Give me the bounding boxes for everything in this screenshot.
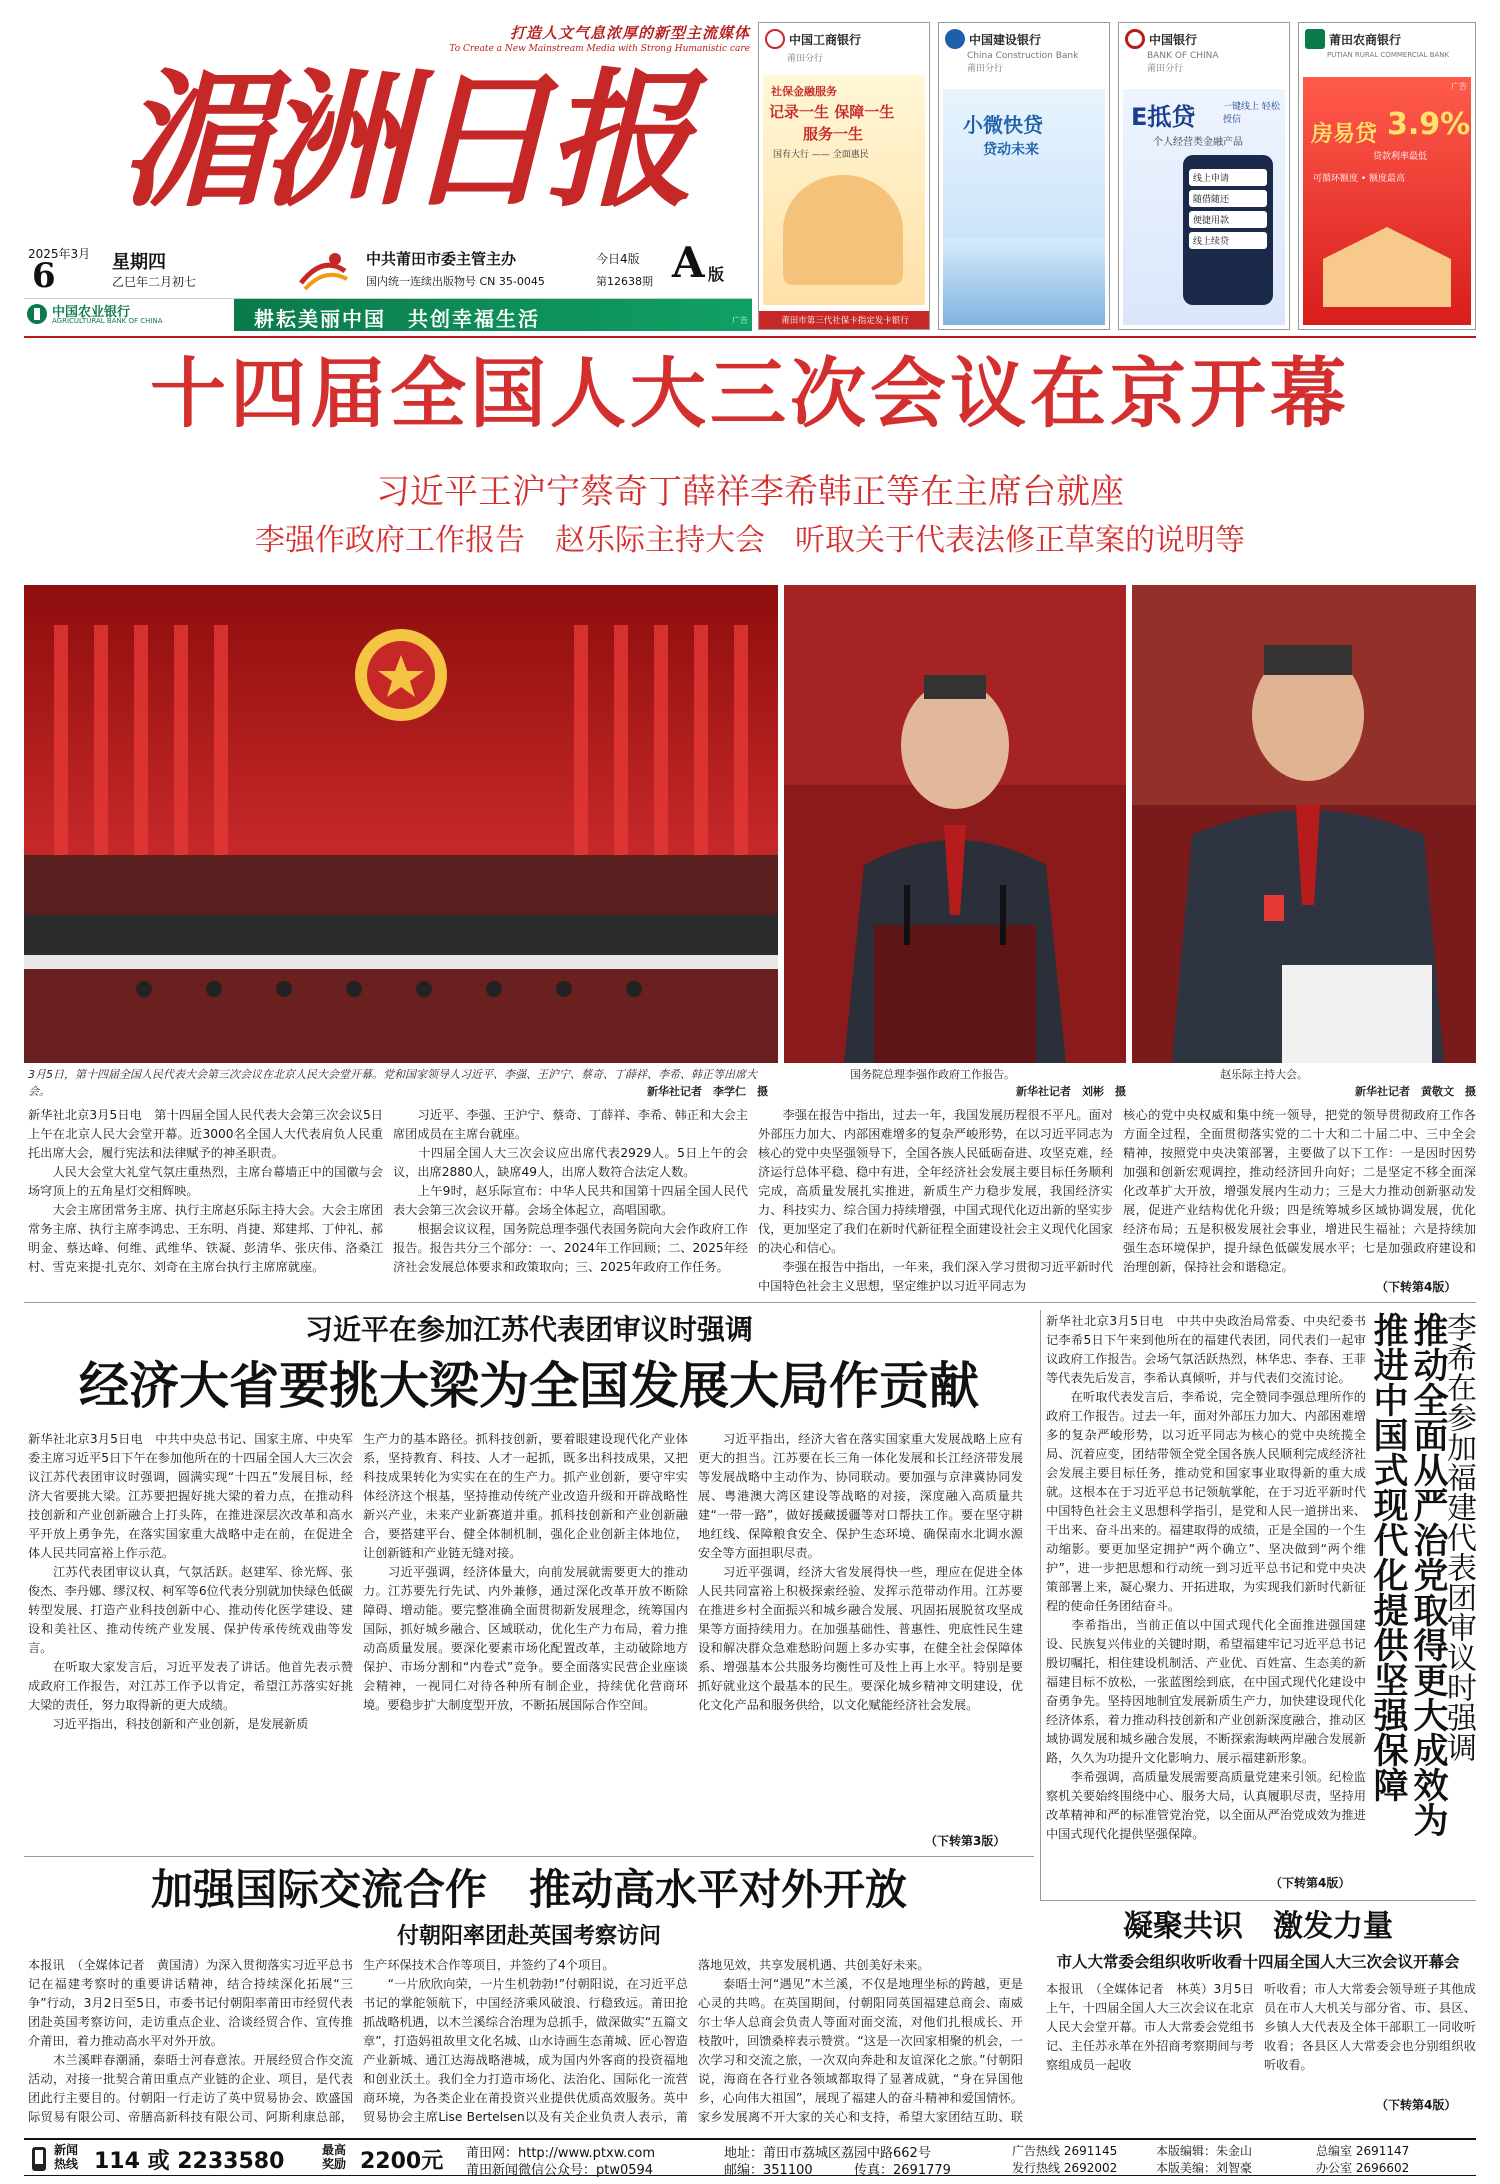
ccb-visual [943, 89, 1105, 325]
ccb-branch: 莆田分行 [967, 64, 1004, 74]
masthead [0, 0, 1500, 330]
npc-col-2: 听收看；市人大常委会领导班子其他成员在市人大机关与部分省、市、县区、乡镇人大代表及全体干部职工一同收听收看；各县区人大常委会也分别组织收听收看。 [1264, 1982, 1476, 2072]
sponsor: 中共莆田市委主管主办 [366, 250, 517, 268]
photo3-caption-text: 赵乐际主持大会。 [1220, 1068, 1308, 1081]
npc-continued: （下转第4版） [1376, 2098, 1457, 2112]
fcy-subhead: 付朝阳率团赴英国考察访问 [396, 1923, 661, 1949]
photo1-credit: 新华社记者 李学仁 摄 [647, 1085, 768, 1098]
icbc-line1: 社保金融服务 [771, 85, 837, 98]
boc-name-en: BANK OF CHINA [1147, 51, 1219, 61]
photo2-caption [850, 1066, 1126, 1100]
edition-suffix: 版 [708, 265, 725, 284]
fcy-col-3: 落地见效，共享发展机遇、共创美好未来。 泰晤士河“遇见”木兰溪，不仅是地理坐标的跨越，更是心灵的共鸣。在英国期间，付朝阳同英国福建总商会、南威尔士华人总商会负责人等面对面交流，对他们扎根成长、开枝散叶，回馈桑梓表示赞赏。“这是一次回家相聚的机会，一次学习和交流之旅，一次双向奔赴和友谊深化之旅。”付朝阳说，海商在各行业各领域都取得了显著成就，“身在异国他乡，心向伟大祖国”，展现了福建人的奋斗精神和爱国情怀。家乡发展离不开大家的关心和支持，希望大家团结互助、联 [698, 1958, 1023, 2124]
icbc-line4: 国有大行 —— 全面惠民 [773, 150, 869, 160]
website[interactable]: 莆田网：http://www.ptxw.com [466, 2146, 656, 2161]
boc-item: 便捷用款 [1189, 211, 1267, 228]
fcy-col-1: 本报讯 （全媒体记者 黄国清）为深入贯彻落实习近平总书记在福建考察时的重要讲话精神，结合持续深化拓展“三争”行动，3月2日至5日，市委书记付朝阳率莆田市经贸代表团赴英国考察访问，走访重点企业、洽谈经贸合作、宣传推介莆田，着力推动高水平对外开放。 木兰溪畔春潮涌，泰晤士河春意浓。开展经贸合作交流活动，对接一批契合莆田重点产业链的企业、项目，是代表团此行主要目的。付朝阳一行走访了英中贸易协会、欧盛国际贸易有限公司、帝膳高新科技有限公司、阿斯利康总部， [28, 1958, 353, 2124]
cn-code: 国内统一连续出版物号 CN 35-0045 [366, 275, 545, 288]
boc-line1: E抵贷 [1131, 103, 1196, 131]
ccb-logo-icon [945, 29, 965, 49]
icbc-name: 中国工商银行 [789, 32, 862, 47]
ptrcb-rate: 3.9% [1387, 107, 1471, 142]
photo-great-hall [24, 585, 778, 1063]
photo2-caption-text: 国务院总理李强作政府工作报告。 [850, 1068, 1015, 1081]
zipcode: 邮编：351100 [724, 2163, 813, 2178]
footer [24, 2138, 1476, 2176]
lixi-kicker: 李希在参加福建代表团审议时强调 [1441, 1312, 1476, 1762]
edition-letter: A [672, 238, 705, 287]
jiangsu-continued: （下转第3版） [925, 1834, 1006, 1848]
lead-col-2: 习近平、李强、王沪宁、蔡奇、丁薛祥、李希、韩正和大会主席团成员在主席台就座。 十四届全国人大三次会议应出席代表2929人。5日上午的会议，出席2880人，缺席49人，出席人数符合法定人数。 上午9时，赵乐际宣布：中华人民共和国第十四届全国人民代表大会第三次会议开幕。会场全体起立，高唱国歌。 根据会议议程，国务院总理李强代表国务院向大会作政府工作报告。报告共分三个部分：一、2024年工作回顾；二、2025年经济社会发展总体要求和政策取向；三、2025年政府工作任务。 [393, 1108, 748, 1274]
photo2-credit: 新华社记者 刘彬 摄 [1016, 1085, 1126, 1098]
lead-col-1: 新华社北京3月5日电 第十四届全国人民代表大会第三次会议5日上午在北京人民大会堂开幕。近3000名全国人大代表肩负人民重托出席大会，履行宪法和法律赋予的神圣职责。 人民大会堂大礼堂气氛庄重热烈，主席台幕墙正中的国徽与会场穹顶上的五角星灯交相辉映。 大会主席团常务主席、执行主席赵乐际主持大会。大会主席团常务主席、执行主席李鸿忠、王东明、肖捷、郑建邦、丁仲礼、郝明金、蔡达峰、何维、武维华、铁凝、彭清华、张庆伟、洛桑江村、雪克来提·扎克尔、刘奇在主席台执行主席席就座。 [28, 1108, 383, 1274]
prize-label: 最高奖励 [322, 2143, 347, 2171]
address: 地址：莆田市荔城区荔园中路662号 [724, 2146, 931, 2161]
lixi-divider [1040, 1310, 1041, 1900]
npc-col-1: 本报讯 （全媒体记者 林英）3月5日上午，十四届全国人大三次会议在北京人民大会堂开幕。市人大常委会党组书记、主任苏永革在外招商考察期间与考察组成员一起收 [1046, 1982, 1254, 2072]
issue-no: 第12638期 [596, 275, 653, 288]
phone-icon [28, 2146, 50, 2172]
wechat: 莆田新闻微信公众号：ptw0594 [466, 2163, 654, 2178]
jiangsu-headline: 经济大省要挑大梁为全国发展大局作贡献 [79, 1357, 979, 1415]
boc-item: 随借随还 [1189, 190, 1267, 207]
ptrcb-line1: 房易贷 [1311, 122, 1378, 147]
lead-col-4: 核心的党中央权威和集中统一领导，把党的领导贯彻政府工作各方面全过程，全面贯彻落实党的二十大和二十届二中、三中全会精神，按照党中央决策部署，主要做了以下工作：一是因时因势加强和创新宏观调控，推动经济回升向好；二是坚定不移全面深化改革扩大开放，增强发展内生动力；三是大力推动创新驱动发展，促进产业结构优化升级；四是统筹城乡区域协调发展，优化经济布局；五是积极发展社会事业，增进民生福祉；六是持续加强生态环境保护，提升绿色低碳发展水平；七是加强政府建设和治理创新，保持社会和谐稳定。 [1123, 1108, 1476, 1274]
ptrcb-name-en: PUTIAN RURAL COMMERCIAL BANK [1327, 51, 1450, 59]
abc-slogan [234, 299, 752, 331]
jiangsu-col-1: 新华社北京3月5日电 中共中央总书记、国家主席、中央军委主席习近平5日下午在参加他所在的十四届全国人大三次会议江苏代表团审议时强调，圆满实现“十四五”发展目标，经济大省要挑大梁。江苏要把握好挑大梁的着力点，在推动科技创新和产业创新融合上打头阵，在推进深层次改革和高水平开放上勇争先，在落实国家重大战略中走在前，在促进全体人民共同富裕上作示范。 江苏代表团审议认真，气氛活跃。赵建军、徐光辉、张俊杰、李丹娜、缪汉权、柯军等6位代表分别就加快绿色低碳转型发展、打造产业科技创新中心、推动传化医学建设、建设和美社区、推动传统产业发展、保护传承传统戏曲等发言。 在听取大家发言后，习近平发表了讲话。他首先表示赞成政府工作报告，对江苏工作予以肯定，希望江苏落实好挑大梁的责任，努力取得新的更大成绩。 习近平指出，科技创新和产业创新，是发展新质 [28, 1432, 353, 1731]
abc-name-en: AGRICULTURAL BANK OF CHINA [52, 317, 163, 325]
icbc-line2: 记录一生 保障一生 [769, 103, 895, 121]
hotline-number[interactable]: 114 或 2233580 [94, 2149, 285, 2174]
ptrcb-line3: 贷款利率最低 [1373, 152, 1428, 162]
abc-name: 中国农业银行 [52, 305, 131, 320]
ccb-line1: 小微快贷 [963, 113, 1043, 137]
chief-office: 总编室 2691147 [1316, 2144, 1410, 2158]
photo1-caption-box [24, 1021, 778, 1063]
icbc-visual [763, 75, 925, 305]
great-hall-image [24, 585, 778, 1063]
boc-line2: 一键线上 轻松授信 [1223, 102, 1280, 125]
fax: 传真：2691779 [854, 2163, 951, 2178]
ad-ccb[interactable] [938, 22, 1110, 330]
lead-continued: （下转第4版） [1376, 1280, 1457, 1294]
boc-logo-icon [1125, 29, 1145, 49]
ad-icbc[interactable] [758, 22, 930, 330]
icbc-illustration [783, 175, 903, 285]
fcy-col-2: 生产环保技术合作等项目，并签约了4个项目。 “一片欣欣向荣，一片生机勃勃!”付朝阳说，在习近平总书记的掌舵领航下，中国经济乘风破浪、行稳致远。莆田抢抓战略机遇，以木兰溪综合治理为总抓手，做深做实“五篇文章”，打造妈祖故里文化名城、山水诗画生态莆城、匠心智造产业新城、通江达海战略港城，成为国内外客商的投资福地和创业沃土。我们全力打造市场化、法治化、国际化一流营商环境，为各类企业在莆投资兴业提供优质高效服务。英中贸易协会主席Lise Bertelsen以及有关企业负责人表示，莆 [363, 1958, 688, 2124]
ad-ptrcb[interactable] [1298, 22, 1476, 330]
boc-phone [1183, 155, 1273, 305]
lunar-date: 乙巳年二月初七 [112, 275, 197, 289]
abc-slogan-text: 耕耘美丽中国 共创幸福生活 [254, 307, 540, 331]
icbc-logo-icon [765, 29, 785, 49]
page-editor: 本版编辑：朱金山 [1156, 2144, 1253, 2158]
photo1-caption [28, 1066, 768, 1100]
lead-subhead-2: 李强作政府工作报告 赵乐际主持大会 听取关于代表法修正草案的说明等 [255, 523, 1245, 558]
ad-hotline: 广告热线 2691145 [1012, 2144, 1118, 2158]
jiangsu-kicker: 习近平在参加江苏代表团审议时强调 [304, 1313, 753, 1346]
emblem-icon [295, 245, 351, 295]
prize-amount: 2200元 [360, 2149, 444, 2174]
boc-visual [1123, 89, 1285, 325]
jiangsu-col-3: 习近平指出，经济大省在落实国家重大发展战略上应有更大的担当。江苏要在长三角一体化发展和长江经济带发展等发展战略中主动作为、协同联动。要加强与京津冀协同发展、粤港澳大湾区建设等战略的对接，深度融入高质量共建“一带一路”，做好援藏援疆等对口帮扶工作。要在坚守耕地红线、保障粮食安全、保护生态环境、确保南水北调水源安全等方面担职尽责。 习近平强调，经济大省发展得快一些，理应在促进全体人民共同富裕上积极探索经验、发挥示范带动作用。江苏要在推进乡村全面振兴和城乡融合发展、巩固拓展脱贫攻坚成果等方面持续用力。在加强基础性、普惠性、兜底性民生建设和解决群众急难愁盼问题上多办实事，在健全社会保障体系、增强基本公共服务均衡性可及性上再上水平。特别是要抓好就业这个最基本的民生。要深化城乡精神文明建设，优化文化产品和服务供给，以文化赋能经济社会发展。 [698, 1432, 1023, 1712]
ccb-city [943, 239, 1105, 325]
paper-title: 湄洲日报 [120, 53, 688, 227]
ad-boc[interactable] [1118, 22, 1290, 330]
ptrcb-line4: 可循环额度 • 额度最高 [1313, 174, 1406, 184]
page-artist: 本版美编：刘智豪 [1156, 2161, 1253, 2175]
lixi-body: 新华社北京3月5日电 中共中央政治局常委、中央纪委书记李希5日下午来到他所在的福建代表团，同代表们一起审议政府工作报告。会场气氛活跃热烈，林华忠、李春、王菲等代表先后发言，李希认真倾听，并与代表们交流讨论。 在听取代表发言后，李希说，完全赞同李强总理所作的政府工作报告。过去一年，面对外部压力加大、内部困难增多的复杂严峻形势，以习近平同志为核心的党中央统揽全局、沉着应变，团结带领全党全国各族人民顺利完成经济社会发展主要目标任务，推动党和国家事业取得新的重大成就。这根本在于习近平总书记领航掌舵，在于习近平新时代中国特色社会主义思想科学指引，是党和人民一道拼出来、干出来、奋斗出来的。福建取得的成绩，正是全国的一个生动缩影。要更加坚定拥护“两个确立”、坚决做到“两个维护”，进一步把思想和行动统一到习近平总书记和党中央决策部署上来，凝心聚力、开拓进取，为实现我们新时代新征程的使命任务团结奋斗。 李希指出，当前正值以中国式现代化全面推进强国建设、民族复兴伟业的关键时期，希望福建牢记习近平总书记殷切嘱托，相住建设机制活、产业优、百姓富、生态美的新福建目标不放松，一张蓝图绘到底，在中国式现代化建设中奋勇争先。坚持因地制宜发展新质生产力，加快建设现代化经济体系，着力推动科技创新和产业创新深度融合，推动区域协调发展和城乡融合发展，不断探索海峡两岸融合发展新路，久久为功提升文化影响力、展示福建新形象。 李希强调，高质量发展需要高质量党建来引领。纪检监察机关要始终围绕中心、服务大局，认真履职尽责，坚持用改革精神和严的标准管党治党，以全面从严治党成效为推进中国式现代化提供坚强保障。 [1046, 1314, 1366, 1841]
abc-logo-icon [26, 303, 48, 325]
dist-hotline: 发行热线 2692002 [1012, 2161, 1118, 2175]
photo3-caption [1220, 1066, 1476, 1100]
page-count: 今日4版 [596, 252, 640, 266]
ad-tag: 广告 [732, 316, 748, 325]
boc-item: 线上申请 [1189, 169, 1267, 186]
lixi-continued: （下转第4版） [1270, 1876, 1351, 1890]
ptrcb-logo-icon [1305, 29, 1325, 49]
photo-li-qiang [784, 585, 1126, 1063]
abc-banner [24, 298, 752, 330]
photo-zhao-leji [1132, 585, 1476, 1063]
npc-subhead: 市人大常委会组织收听收看十四届全国人大三次会议开幕会 [1056, 1953, 1460, 1971]
date-day: 6 [32, 256, 56, 296]
ccb-name: 中国建设银行 [969, 32, 1042, 47]
masthead-slogan-en: To Create a New Mainstream Media with Strong Humanistic care [449, 44, 750, 54]
ptrcb-name: 莆田农商银行 [1329, 32, 1402, 47]
boc-name: 中国银行 [1149, 32, 1198, 47]
masthead-slogan: 打造人文气息浓厚的新型主流媒体 [509, 24, 750, 42]
admin-office: 办公室 2696602 [1316, 2161, 1410, 2175]
weekday: 星期四 [112, 252, 166, 273]
ptrcb-house [1323, 227, 1451, 307]
jiangsu-col-2: 生产力的基本路径。抓科技创新，要着眼建设现代化产业体系，坚持教育、科技、人才一起抓，既多出科技成果，又把科技成果转化为实实在在的生产力。抓产业创新，要守牢实体经济这个根基，坚持推动传统产业改造升级和开辟战略性新兴产业，未来产业新赛道并重。抓科技创新和产业创新融合，要搭建平台、健全体制机制，强化企业创新主体地位，让创新链和产业链无缝对接。 习近平强调，经济体量大，向前发展就需要更大的推动力。江苏要先行先试、内外兼修，通过深化改革开放不断除障碍、增动能。要完整准确全面贯彻新发展理念，统筹国内国际，抓好城乡融合、区域联动，优化生产力布局，着力推动高质量发展。要深化要素市场化配置改革，主动破除地方保护、市场分割和“内卷式”竞争。要全面落实民营企业座谈会精神，一视同仁对待各种所有制企业，持续优化营商环境。要稳步扩大制度型开放，不断拓展国际合作空间。 [363, 1432, 688, 1712]
boc-line3: 个人经营类金融产品 [1153, 137, 1243, 148]
ccb-name-en: China Construction Bank [967, 51, 1079, 61]
fcy-headline: 加强国际交流合作 推动高水平对外开放 [150, 1865, 907, 1914]
lixi-headline: 推动全面从严治党取得更大成效为推进中国式现代化提供坚强保障 [1368, 1312, 1448, 1837]
hotline-label: 新闻热线 [54, 2143, 79, 2171]
boc-item: 线上续贷 [1189, 232, 1267, 249]
ccb-line2: 贷动未来 [983, 142, 1039, 158]
date-ym: 2025年3月 [28, 247, 91, 261]
lead-col-3: 李强在报告中指出，过去一年，我国发展历程很不平凡。面对外部压力加大、内部困难增多的复杂严峻形势，在以习近平同志为核心的党中央坚强领导下，全国各族人民砥砺奋进、攻坚克难，经济运行总体平稳、稳中有进，全年经济社会发展主要目标任务顺利完成，高质量发展扎实推进，新质生产力稳步发展，我国经济实力、科技实力、综合国力持续增强，中国式现代化迈出新的坚实步伐，更加坚定了我们在新时代新征程全面建设社会主义现代化国家的决心和信心。 李强在报告中指出，一年来，我们深入学习贯彻习近平新时代中国特色社会主义思想，坚定维护以习近平同志为 [758, 1108, 1113, 1293]
boc-branch: 莆田分行 [1147, 64, 1184, 74]
photo1-caption-text: 3月5日，第十四届全国人民代表大会第三次会议在北京人民大会堂开幕。党和国家领导人习近平、李强、王沪宁、蔡奇、丁薛祥、李希、韩正等出席大会。 [28, 1068, 757, 1098]
icbc-footer: 莆田市第三代社保卡指定发卡银行 [759, 311, 930, 330]
icbc-branch: 莆田分行 [787, 54, 824, 64]
icbc-line3: 服务一生 [803, 125, 864, 143]
lead-headline: 十四届全国人大三次会议在京开幕 [150, 349, 1350, 438]
photo3-credit: 新华社记者 黄敬文 摄 [1355, 1085, 1476, 1098]
lead-subhead-1: 习近平王沪宁蔡奇丁薛祥李希韩正等在主席台就座 [376, 472, 1124, 512]
ad-tag: 广告 [1451, 82, 1467, 91]
ptrcb-visual [1303, 77, 1471, 325]
zhao-leji-image [1132, 585, 1476, 1063]
li-qiang-image [784, 585, 1126, 1063]
npc-headline: 凝聚共识 激发力量 [1123, 1909, 1393, 1944]
